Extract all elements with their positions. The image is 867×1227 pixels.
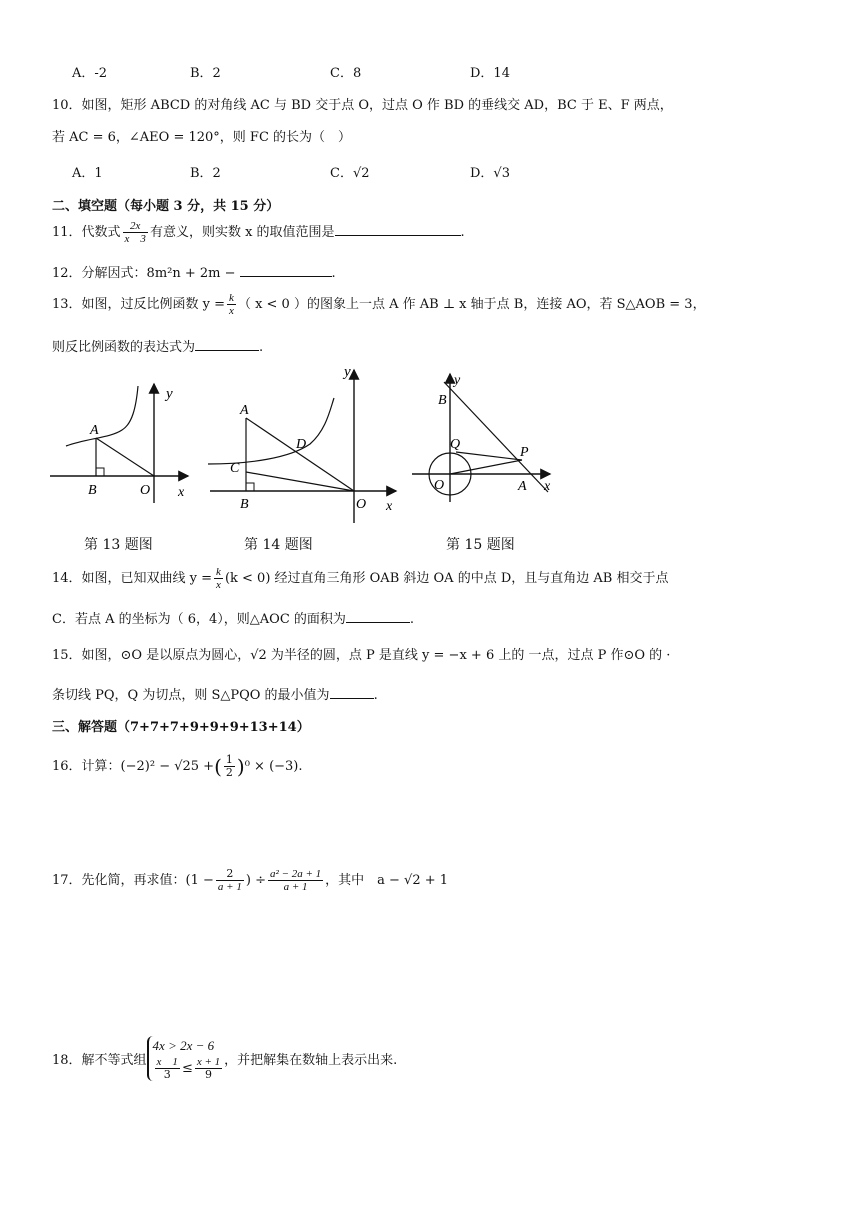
fig14-hyperbola: [208, 398, 334, 464]
q10-line1: 10．如图，矩形 ABCD 的对角线 AC 与 BD 交于点 O，过点 O 作 BD 的垂线交 AD，BC 于 E、F 两点，: [52, 98, 673, 113]
q11-post: 有意义，则实数 x 的取值范围是: [149, 225, 335, 240]
q16-fraction: $\frac{1}{2}$: [225, 753, 233, 779]
q10-option-a: A．1: [72, 166, 103, 181]
fig14-right-angle: [246, 483, 254, 491]
q12: 12．分解因式：8m²n + 2m − .: [52, 266, 336, 281]
fig14-label-a: A: [240, 403, 249, 418]
section-3-heading: 三、解答题（7+7+7+9+9+9+13+14）: [52, 720, 310, 735]
fig14-label-y: y: [344, 364, 351, 380]
q17-fraction-1: $\frac{2}{a + 1}$: [217, 867, 242, 893]
fig13-hyperbola: [66, 386, 138, 446]
q9-option-d: D．14: [470, 66, 510, 81]
fig15-label-b: B: [438, 393, 447, 408]
figure-15: [408, 368, 568, 508]
q10-option-c: C．√2: [330, 166, 370, 181]
figure-13: [48, 368, 208, 508]
fig13-label-x: x: [178, 485, 185, 500]
fig15-label-o: O: [434, 478, 445, 493]
fig14-label-d: D: [296, 437, 307, 452]
q13-fraction: $\frac{k}{x}$: [229, 292, 234, 317]
q14-line2: C．若点 A 的坐标为（ 6，4），则△AOC 的面积为 .: [52, 612, 415, 627]
fig13-label-o: O: [140, 483, 151, 498]
q13-line1: 13．如图，过反比例函数 y = $\frac{k}{x}$ （ x < 0 ）的图象上一点 A 作 AB ⊥ x 轴于点 B，连接 AO，若 S△AOB = 3，: [52, 292, 706, 317]
q11-answer-blank[interactable]: [335, 223, 461, 236]
fig13-label-b: B: [88, 483, 97, 498]
fig15-label-q: Q: [450, 437, 461, 452]
q10-option-d: D．√3: [470, 166, 510, 181]
fig15-label-x: x: [544, 479, 551, 494]
q16: 16．计算：(−2)² − √25 +( $\frac{1}{2}$ )⁰ × (−3).: [52, 753, 303, 779]
q11-pre: 11．代数式: [52, 225, 121, 240]
fig15-label-p: P: [520, 445, 529, 460]
q12-text: 12．分解因式：8m²n + 2m −: [52, 266, 236, 281]
q13-answer-blank[interactable]: [195, 338, 259, 351]
fig14-label-c: C: [230, 461, 240, 476]
q17-fraction-2: $\frac{\text{a² − 2a + 1}}{a + 1}$: [269, 868, 322, 893]
q14-fraction: $\frac{k}{x}$: [216, 566, 221, 591]
q17: 17．先化简，再求值：(1 − $\frac{2}{a + 1}$ ) ÷ $\frac{\text{a² − 2a + 1}}{a + 1}$ ，其中 a − √2 + 1: [52, 867, 449, 893]
fig13-label-a: A: [90, 423, 99, 438]
fig14-segment-co: [246, 472, 354, 491]
q9-option-a: A．-2: [72, 66, 108, 81]
q15-line2: 条切线 PQ，Q 为切点，则 S△PQO 的最小值为 .: [52, 688, 378, 703]
fig14-label-b: B: [240, 497, 249, 512]
q11: 11．代数式 $\frac{2x}{x 3}$ 有意义，则实数 x 的取值范围是 .: [52, 220, 465, 245]
fig14-label-o: O: [356, 497, 367, 512]
q18-inequality-system: 4x > 2x − 6 $\frac{x 1}{3}$ ≤ $\frac{x + 1}{9}$: [147, 1036, 225, 1081]
q10-option-b: B．2: [190, 166, 221, 181]
fig15-caption: 第 15 题图: [446, 537, 515, 553]
fig15-label-a: A: [518, 479, 527, 494]
q11-fraction: $\frac{2x}{x 3}$: [124, 220, 146, 245]
q14-line1: 14．如图，已知双曲线 y = $\frac{k}{x}$ (k < 0) 经过直角三角形 OAB 斜边 OA 的中点 D，且与直角边 AB 相交于点: [52, 566, 669, 591]
fig13-segment-ao: [96, 438, 154, 476]
fig15-segment-op: [450, 460, 522, 474]
fig14-caption: 第 14 题图: [244, 537, 313, 553]
q9-option-c: C．8: [330, 66, 362, 81]
q18: 18．解不等式组 4x > 2x − 6 $\frac{x 1}{3}$ ≤ $\frac{x + 1}{9}$ ，并把解集在数轴上表示出来.: [52, 1038, 398, 1081]
fig14-label-x: x: [386, 499, 393, 514]
q14-answer-blank[interactable]: [346, 610, 410, 623]
q9-option-b: B．2: [190, 66, 221, 81]
q15-line1: 15．如图，⊙O 是以原点为圆心，√2 为半径的圆，点 P 是直线 y = −x + 6 上的 一点，过点 P 作⊙O 的 ·: [52, 648, 671, 663]
fig14-segment-ao: [246, 418, 354, 491]
fig13-label-y: y: [166, 386, 173, 402]
figure-14: [200, 360, 410, 525]
fig13-caption: 第 13 题图: [84, 537, 153, 553]
section-2-heading: 二、填空题（每小题 3 分，共 15 分）: [52, 199, 280, 214]
q12-answer-blank[interactable]: [240, 264, 332, 277]
q15-answer-blank[interactable]: [330, 686, 374, 699]
q10-line2: 若 AC = 6，∠AEO = 120°，则 FC 的长为（ ）: [52, 130, 352, 145]
fig15-label-y: y: [454, 373, 461, 388]
fig13-right-angle: [96, 468, 104, 476]
q13-line2: 则反比例函数的表达式为 .: [52, 340, 264, 355]
